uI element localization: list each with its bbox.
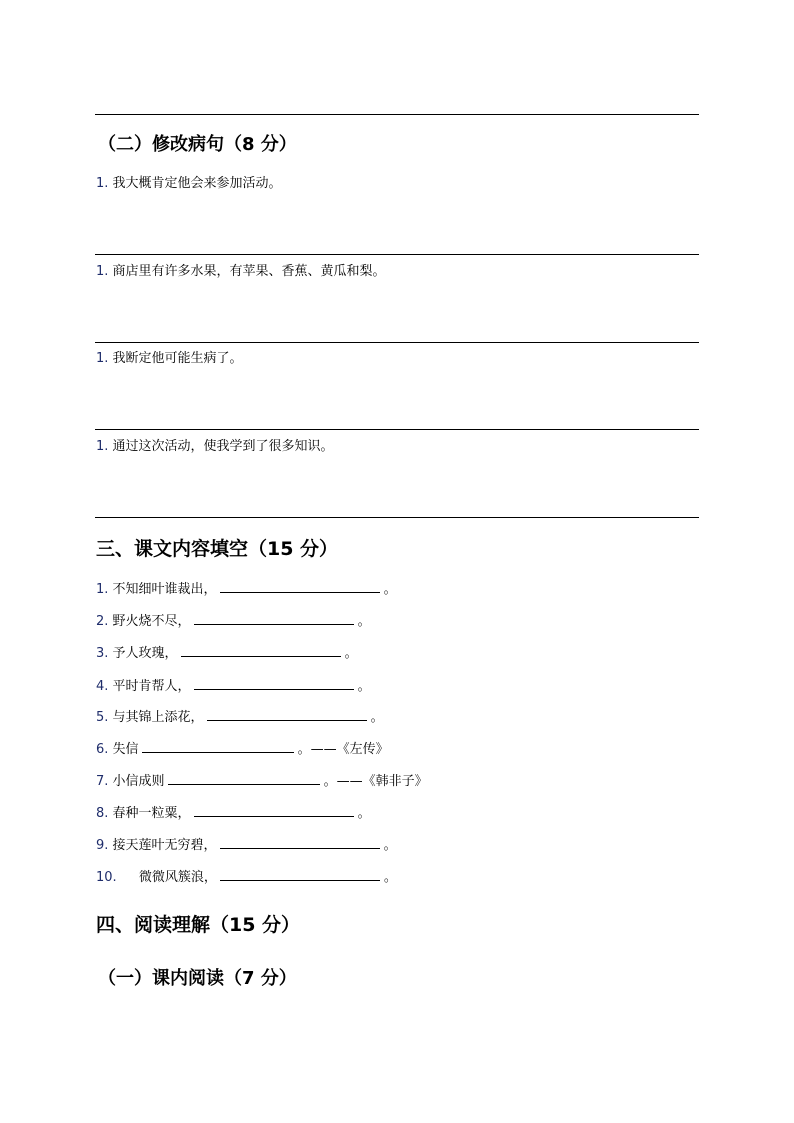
fill-item-3 (96, 644, 358, 663)
blank-field[interactable] (168, 772, 320, 785)
item-number: 7. (96, 774, 109, 789)
item-number: 5. (96, 710, 109, 725)
fill-item-9 (96, 836, 397, 855)
item-prefix: 小信成则 (112, 774, 165, 789)
item-suffix: 。 (357, 679, 371, 694)
section-title-reading: 四、阅读理解（15 分） (96, 914, 301, 936)
answer-line (95, 429, 699, 430)
item-suffix: 。 (344, 646, 358, 661)
fill-item-4 (96, 677, 371, 696)
blank-field[interactable] (181, 644, 341, 657)
section-title-correct-sentences: （二）修改病句（8 分） (98, 134, 297, 155)
correction-item-3 (96, 350, 243, 368)
item-text: 我断定他可能生病了。 (112, 351, 243, 366)
item-number: 1. (96, 176, 109, 191)
item-number: 1. (96, 582, 109, 597)
item-number: 9. (96, 838, 109, 853)
blank-field[interactable] (194, 677, 354, 690)
item-prefix: 不知细叶谁裁出， (112, 582, 217, 597)
item-prefix: 微微风簇浪， (138, 870, 217, 885)
fill-item-7 (96, 772, 428, 791)
subsection-title-in-class-reading: （一）课内阅读（7 分） (98, 968, 297, 989)
item-number: 1. (96, 264, 109, 279)
item-text: 商店里有许多水果，有苹果、香蕉、黄瓜和梨。 (112, 264, 386, 279)
item-text: 我大概肯定他会来参加活动。 (112, 176, 282, 191)
item-prefix: 接天莲叶无穷碧， (112, 838, 217, 853)
blank-field[interactable] (220, 868, 380, 881)
divider-top (95, 114, 699, 115)
item-suffix: 。 (383, 838, 397, 853)
item-suffix: 。 (383, 582, 397, 597)
item-prefix: 与其锦上添花， (112, 710, 204, 725)
fill-item-1 (96, 580, 397, 599)
item-prefix: 失信 (112, 742, 139, 757)
fill-item-10 (96, 868, 397, 887)
item-number: 6. (96, 742, 109, 757)
fill-item-8 (96, 804, 371, 823)
item-prefix: 春种一粒粟， (112, 806, 191, 821)
item-suffix: 。 (370, 710, 384, 725)
item-prefix: 平时肯帮人， (112, 679, 191, 694)
item-suffix: 。——《左传》 (297, 742, 389, 757)
blank-field[interactable] (194, 612, 354, 625)
correction-item-2 (96, 263, 386, 281)
correction-item-4 (96, 438, 334, 456)
fill-item-5 (96, 708, 384, 727)
item-number: 10. (96, 870, 117, 885)
item-text: 通过这次活动，使我学到了很多知识。 (112, 439, 334, 454)
blank-field[interactable] (207, 708, 367, 721)
section-title-fill-blanks: 三、课文内容填空（15 分） (96, 538, 339, 560)
item-number: 1. (96, 439, 109, 454)
item-number: 1. (96, 351, 109, 366)
item-number: 8. (96, 806, 109, 821)
blank-field[interactable] (220, 580, 380, 593)
answer-line (95, 254, 699, 255)
item-number: 4. (96, 679, 109, 694)
item-prefix: 野火烧不尽， (112, 614, 191, 629)
answer-line (95, 517, 699, 518)
blank-field[interactable] (142, 740, 294, 753)
item-suffix: 。 (383, 870, 397, 885)
blank-field[interactable] (194, 804, 354, 817)
item-number: 3. (96, 646, 109, 661)
fill-item-6 (96, 740, 389, 759)
item-suffix: 。——《韩非子》 (323, 774, 428, 789)
correction-item-1 (96, 175, 282, 193)
item-number: 2. (96, 614, 109, 629)
item-suffix: 。 (357, 806, 371, 821)
item-prefix: 予人玫瑰， (112, 646, 178, 661)
fill-item-2 (96, 612, 371, 631)
item-suffix: 。 (357, 614, 371, 629)
answer-line (95, 342, 699, 343)
blank-field[interactable] (220, 836, 380, 849)
